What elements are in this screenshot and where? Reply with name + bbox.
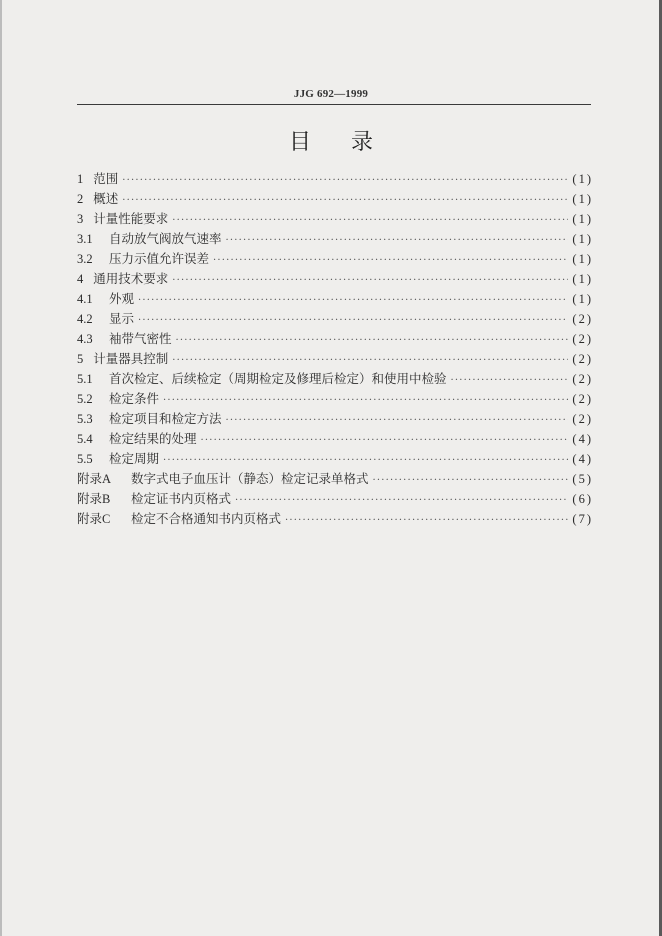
toc-entry-number: 3.1 — [77, 232, 93, 246]
toc-entry — [77, 189, 593, 209]
toc-leader-dots — [201, 431, 569, 451]
toc-entry — [77, 229, 593, 249]
toc-entry-title: 计量性能要求 — [93, 211, 169, 226]
toc-leader-dots — [226, 411, 569, 431]
toc-entry-title: 外观 — [109, 291, 135, 306]
toc-entry — [77, 469, 593, 489]
toc-leader-dots — [172, 211, 568, 231]
toc-entry — [77, 269, 593, 289]
toc-entry — [77, 169, 593, 189]
toc-entry-title: 压力示值允许误差 — [109, 251, 210, 266]
toc-leader-dots — [451, 371, 569, 391]
toc-entry-title: 检定结果的处理 — [109, 431, 197, 446]
toc-entry-number: 5 — [77, 352, 84, 366]
toc-entry — [77, 429, 593, 449]
toc-leader-dots — [285, 511, 568, 531]
toc-entry-title: 检定条件 — [109, 391, 160, 406]
page-title — [0, 125, 662, 156]
toc-leader-dots — [163, 451, 568, 471]
toc-entry-page: (2) — [572, 412, 593, 426]
toc-entry-title: 显示 — [109, 311, 135, 326]
toc-entry-number: 3 — [77, 212, 84, 226]
toc-entry-title: 数字式电子血压计（静态）检定记录单格式 — [131, 471, 369, 486]
toc-entry-title: 首次检定、后续检定（周期检定及修理后检定）和使用中检验 — [109, 371, 447, 386]
table-of-contents — [77, 169, 593, 529]
toc-entry-number: 3.2 — [77, 252, 93, 266]
toc-leader-dots — [138, 311, 568, 331]
toc-entry-title: 检定证书内页格式 — [131, 491, 232, 506]
toc-entry — [77, 389, 593, 409]
toc-entry — [77, 329, 593, 349]
toc-entry-page: (5) — [572, 472, 593, 486]
toc-entry-number: 4.3 — [77, 332, 93, 346]
title-char-2: 录 — [351, 130, 374, 155]
toc-entry-page: (1) — [572, 172, 593, 186]
toc-entry-number: 4.1 — [77, 292, 93, 306]
toc-entry-page: (6) — [572, 492, 593, 506]
toc-entry-number: 附录C — [77, 512, 111, 526]
toc-entry-number: 5.5 — [77, 452, 93, 466]
toc-entry-page: (4) — [572, 452, 593, 466]
toc-entry — [77, 349, 593, 369]
title-char-1: 目 — [288, 130, 311, 155]
toc-entry-page: (2) — [572, 332, 593, 346]
toc-leader-dots — [122, 191, 568, 211]
toc-entry-page: (1) — [572, 192, 593, 206]
standard-code-header: JJG 692—1999 — [293, 88, 369, 100]
toc-entry-number: 2 — [77, 192, 84, 206]
toc-entry-number: 1 — [77, 172, 84, 186]
toc-entry-title: 检定周期 — [109, 451, 160, 466]
toc-entry — [77, 289, 593, 309]
toc-entry-page: (7) — [572, 512, 593, 526]
toc-entry-number: 5.4 — [77, 432, 93, 446]
toc-entry-title: 计量器具控制 — [93, 351, 169, 366]
toc-leader-dots — [172, 351, 568, 371]
toc-entry-title: 检定项目和检定方法 — [109, 411, 222, 426]
toc-entry — [77, 509, 593, 529]
toc-entry-page: (1) — [572, 212, 593, 226]
toc-entry-page: (1) — [572, 272, 593, 286]
toc-leader-dots — [235, 491, 568, 511]
toc-entry — [77, 409, 593, 429]
toc-leader-dots — [172, 271, 568, 291]
toc-entry-page: (1) — [572, 292, 593, 306]
toc-entry — [77, 489, 593, 509]
toc-leader-dots — [176, 331, 569, 351]
toc-entry-title: 检定不合格通知书内页格式 — [131, 511, 282, 526]
toc-entry — [77, 209, 593, 229]
header-rule — [77, 104, 591, 105]
toc-leader-dots — [138, 291, 568, 311]
toc-entry-number: 5.2 — [77, 392, 93, 406]
toc-entry-number: 4.2 — [77, 312, 93, 326]
toc-entry — [77, 309, 593, 329]
toc-entry-title: 范围 — [93, 171, 119, 186]
toc-entry-page: (4) — [572, 432, 593, 446]
toc-entry-number: 5.1 — [77, 372, 93, 386]
toc-entry-page: (1) — [572, 252, 593, 266]
toc-entry-number: 5.3 — [77, 412, 93, 426]
toc-leader-dots — [373, 471, 569, 491]
toc-leader-dots — [213, 251, 568, 271]
toc-entry-title: 通用技术要求 — [93, 271, 169, 286]
toc-entry — [77, 249, 593, 269]
toc-entry — [77, 449, 593, 469]
toc-entry-title: 概述 — [93, 191, 119, 206]
toc-entry-number: 附录A — [77, 472, 112, 486]
toc-leader-dots — [226, 231, 569, 251]
toc-entry-page: (2) — [572, 372, 593, 386]
toc-entry-page: (2) — [572, 352, 593, 366]
toc-leader-dots — [122, 171, 568, 191]
toc-entry-title: 自动放气阀放气速率 — [109, 231, 222, 246]
toc-leader-dots — [163, 391, 568, 411]
toc-entry-page: (2) — [572, 312, 593, 326]
toc-entry-number: 4 — [77, 272, 84, 286]
toc-entry-page: (2) — [572, 392, 593, 406]
toc-entry-page: (1) — [572, 232, 593, 246]
toc-entry — [77, 369, 593, 389]
toc-entry-title: 袖带气密性 — [109, 331, 172, 346]
toc-entry-number: 附录B — [77, 492, 111, 506]
